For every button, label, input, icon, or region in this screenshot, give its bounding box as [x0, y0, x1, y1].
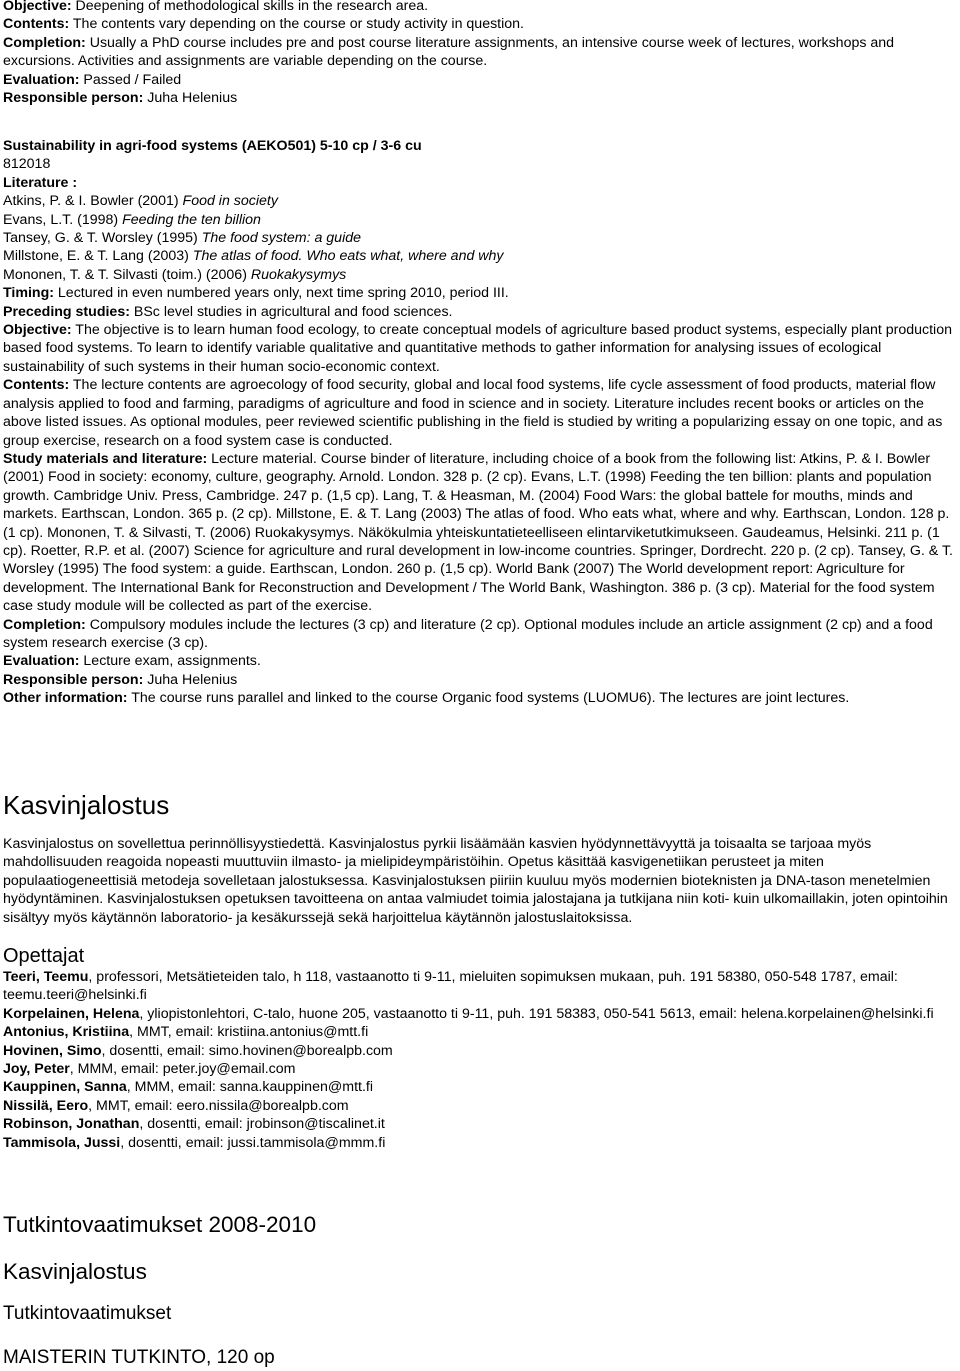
completion-line: [3, 34, 958, 71]
evaluation-label: Evaluation:: [3, 71, 80, 88]
literature-item: Tansey, G. & T. Worsley (1995) The food system: a guide: [3, 230, 362, 247]
course-title: Sustainability in agri-food systems (AEKO501) 5-10 cp / 3-6 cu: [3, 138, 422, 154]
course-objective: Objective: The objective is to learn human food ecology, to create conceptual models of agriculture based product systems, especially plant production based food systems. To learn to identify variable qualitative and quantitative methods to gather information for analysing issues of ecological sustainability of such systems in their human socio-economic context.: [3, 322, 952, 375]
literature-item: Evans, L.T. (1998) Feeding the ten billion: [3, 211, 261, 228]
teacher-entry: Hovinen, Simo, dosentti, email: simo.hovinen@borealpb.com: [3, 1042, 393, 1059]
tutkinto-heading: Tutkintovaatimukset 2008-2010: [3, 1212, 317, 1237]
teacher-entry: Teeri, Teemu, professori, Metsätieteiden talo, h 118, vastaanotto ti 9-11, mieluiten sopimuksen mukaan, puh. 191 58380, 050-548 1787, email: teemu.teeri@helsinki.fi: [3, 969, 898, 1004]
literature-label: Literature :: [3, 174, 78, 191]
responsible-label: Responsible person:: [3, 90, 144, 107]
course-completion: Completion: Compulsory modules include the lectures (3 cp) and literature (2 cp). Optional modules include an article assignment (2 cp) and a food system research exercise (3 cp).: [3, 616, 933, 651]
contents-label: Contents:: [3, 16, 70, 33]
evaluation-text: Passed / Failed: [79, 71, 182, 88]
teacher-entry: Antonius, Kristiina, MMT, email: kristiina.antonius@mtt.fi: [3, 1024, 369, 1041]
tutkintovaatimukset-subheading: Tutkintovaatimukset: [3, 1303, 172, 1324]
objective-text: Deepening of methodological skills in the research area.: [71, 0, 429, 14]
objective-line: [3, 0, 958, 15]
literature-list: [3, 192, 958, 284]
literature-item: Atkins, P. & I. Bowler (2001) Food in society: [3, 193, 278, 210]
preceding-line: Preceding studies: BSc level studies in agricultural and food sciences.: [3, 303, 453, 320]
kasvinjalostus-intro: Kasvinjalostus on sovellettua perinnöllisyystiedettä. Kasvinjalostus pyrkii lisäämään kasvien hyödynnettävyyttä ja toisaalta se tarjoaa myös mahdollisuuden reagoida nopeasti muuttuviin ilmasto- ja mielipideympäristöihin. Opetus käsittää kasvigenetiikan perusteet ja miten populaatiogeneettisiä metodeja sovelletaan jalostuksessa. Kasvinjalostuksen piiriin kuuluu myös modernien bioteknisten ja DNA-tason menetelmien hyödyntäminen. Kasvinjalostuksen opetuksen tavoitteena on antaa valmiudet toimia jalostajana ja tutkijana niin koti- kuin ulkomaillakin, joten opintoihin sisältyy myös käytännön laboratorio- ja kesäkurssejä sekä harjoittelua käytännön jalostuslaitoksissa.: [3, 836, 948, 926]
teacher-entry: Joy, Peter, MMM, email: peter.joy@email.com: [3, 1061, 296, 1078]
teacher-entry: Tammisola, Jussi, dosentti, email: jussi.tammisola@mmm.fi: [3, 1134, 386, 1151]
previous-course-section: [3, 0, 958, 107]
literature-item: Millstone, E. & T. Lang (2003) The atlas of food. Who eats what, where and why: [3, 248, 504, 265]
teacher-entry: Robinson, Jonathan, dosentti, email: jrobinson@tiscalinet.it: [3, 1116, 385, 1133]
evaluation-line: [3, 71, 958, 89]
course-other-info: Other information: The course runs parallel and linked to the course Organic food systems (LUOMU6). The lectures are joint lectures.: [3, 690, 850, 707]
teachers-heading: Opettajat: [3, 945, 85, 968]
responsible-line: [3, 89, 958, 107]
course-code: 812018: [3, 156, 51, 173]
contents-text: The contents vary depending on the course or study activity in question.: [69, 16, 524, 33]
contents-line: [3, 15, 958, 33]
completion-text: Usually a PhD course includes pre and post course literature assignments, an intensive course week of lectures, workshops and excursions. Activities and assignments are variable depending on the course.: [3, 34, 895, 70]
completion-label: Completion:: [3, 34, 86, 51]
teacher-entry: Kauppinen, Sanna, MMM, email: sanna.kauppinen@mtt.fi: [3, 1079, 373, 1096]
kasvinjalostus-heading: Kasvinjalostus: [3, 790, 170, 820]
teacher-entry: Nissilä, Eero, MMT, email: eero.nissila@borealpb.com: [3, 1097, 349, 1114]
course-study-materials: Study materials and literature: Lecture material. Course binder of literature, including choice of a book from the following list: Atkins, P. & I. Bowler (2001) Food in society: economy, culture, geography. Arnold. London. 328 p. (2 cp). Evans, L.T. (1998) Feeding the ten billion: plants and population growth. Cambridge Univ. Press, Cambridge. 247 p. (1,5 cp). Lang, T. & Heasman, M. (2004) Food Wars: the global battele for mouths, minds and markets. Earthscan, London. 365 p. (2 cp). Millstone, E. & T. Lang (2003) The atlas of food. Who eats what, where and why. Earthscan, London. 128 p. (1 cp). Mononen, T. & Silvasti, T. (2006) Ruokakysymys. Näkökulmia yhteiskuntatieteelliseen elintarviketutkimukseen. Gaudeamus, Helsinki. 211 p. (1 cp). Roetter, R.P. et al. (2007) Science for agriculture and rural development in low-income countries. Springer, Dordrecht. 220 p. (2 cp). Tansey, G. & T. Worsley (1995) The food system: a guide. Earthscan, London. 260 p. (1,5 cp). World Bank (2007) The World development report: Agriculture for development. The International Bank for Reconstruction and Development / The World Bank, Washington. 386 p. (3 cp). Material for the food system case study module will be collected as part of the exercise.: [3, 450, 953, 615]
kasvinjalostus-section: [3, 788, 958, 1152]
teacher-entry: Korpelainen, Helena, yliopistonlehtori, C-talo, huone 205, vastaanotto ti 9-11, puh. 191 58383, 050-541 5613, email: helena.korpelainen@helsinki.fi: [3, 1005, 934, 1022]
timing-line: Timing: Lectured in even numbered years only, next time spring 2010, period III.: [3, 285, 509, 302]
maisterin-tutkinto-heading: MAISTERIN TUTKINTO, 120 op: [3, 1347, 275, 1368]
teachers-list: [3, 968, 958, 1152]
course-contents: Contents: The lecture contents are agroecology of food security, global and local food systems, life cycle assessment of food products, material flow analysis applied to food and farming, paradigms of agriculture and food in science and in society. Literature includes recent books or articles on the above listed issues. As optional modules, peer reviewed scientific publishing in the field is studied by writing a popularizing essay on one topic, and as group exercise, research on a food system case is conducted.: [3, 377, 943, 449]
course-section: [3, 137, 958, 708]
kasvinjalostus-subheading: Kasvinjalostus: [3, 1259, 147, 1284]
responsible-text: Juha Helenius: [143, 90, 238, 107]
literature-item: Mononen, T. & T. Silvasti (toim.) (2006) Ruokakysymys: [3, 266, 347, 283]
course-evaluation: Evaluation: Lecture exam, assignments.: [3, 653, 261, 670]
tutkinto-section: [3, 1211, 958, 1370]
course-responsible: Responsible person: Juha Helenius: [3, 671, 238, 688]
objective-label: Objective:: [3, 0, 72, 14]
